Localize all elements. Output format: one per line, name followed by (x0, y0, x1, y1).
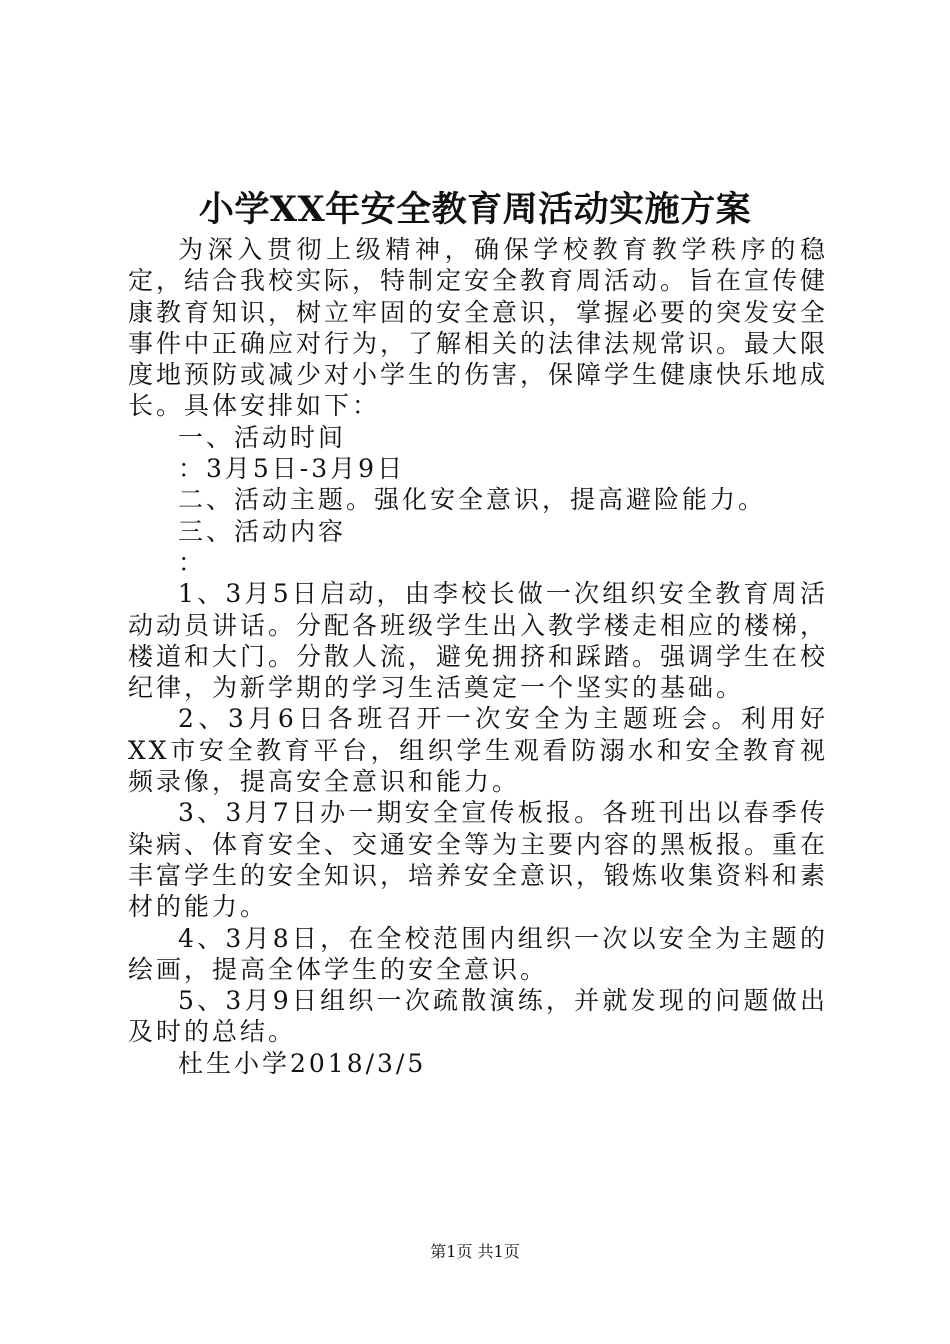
content-colon: ： (178, 547, 207, 577)
content-item-3: 3、3月7日办一期安全宣传板报。各班刊出以春季传染病、体育安全、交通安全等为主要内容的黑板报。重在丰富学生的安全知识，培养安全意识，锻炼收集资料和素材的能力。 (128, 798, 829, 922)
document-body (128, 234, 828, 1079)
activity-date-range: ：3月5日-3月9日 (178, 454, 406, 484)
section-heading-time: 一、活动时间 (178, 422, 347, 452)
section-heading-theme: 二、活动主题。强化安全意识，提高避险能力。 (178, 485, 767, 515)
content-item-4: 4、3月8日，在全校范围内组织一次以安全为主题的绘画，提高全体学生的安全意识。 (128, 923, 828, 984)
page-footer: 第1页 共1页 (430, 1242, 520, 1261)
section-heading-content: 三、活动内容 (178, 516, 347, 546)
content-item-5: 5、3月9日组织一次疏散演练，并就发现的问题做出及时的总结。 (128, 986, 828, 1047)
document-title: 小学XX年安全教育周活动实施方案 (198, 189, 752, 230)
signature-line: 杜生小学2018/3/5 (178, 1048, 427, 1078)
intro-paragraph: 为深入贯彻上级精神，确保学校教育教学秩序的稳定，结合我校实际，特制定安全教育周活动。旨在宣传健康教育知识，树立牢固的安全意识，掌握必要的突发安全事件中正确应对行为，了解相关的法律法规常识。最大限度地预防或减少对小学生的伤害，保障学生健康快乐地成长。具体安排如下： (128, 235, 829, 421)
content-item-1: 1、3月5日启动，由李校长做一次组织安全教育周活动动员讲话。分配各班级学生出入教学楼走相应的楼梯，楼道和大门。分散人流，避免拥挤和踩踏。强调学生在校纪律，为新学期的学习生活奠定一个坚实的基础。 (128, 579, 829, 703)
content-item-2: 2、3月6日各班召开一次安全为主题班会。利用好XX市安全教育平台，组织学生观看防溺水和安全教育视频录像，提高安全意识和能力。 (128, 704, 828, 797)
